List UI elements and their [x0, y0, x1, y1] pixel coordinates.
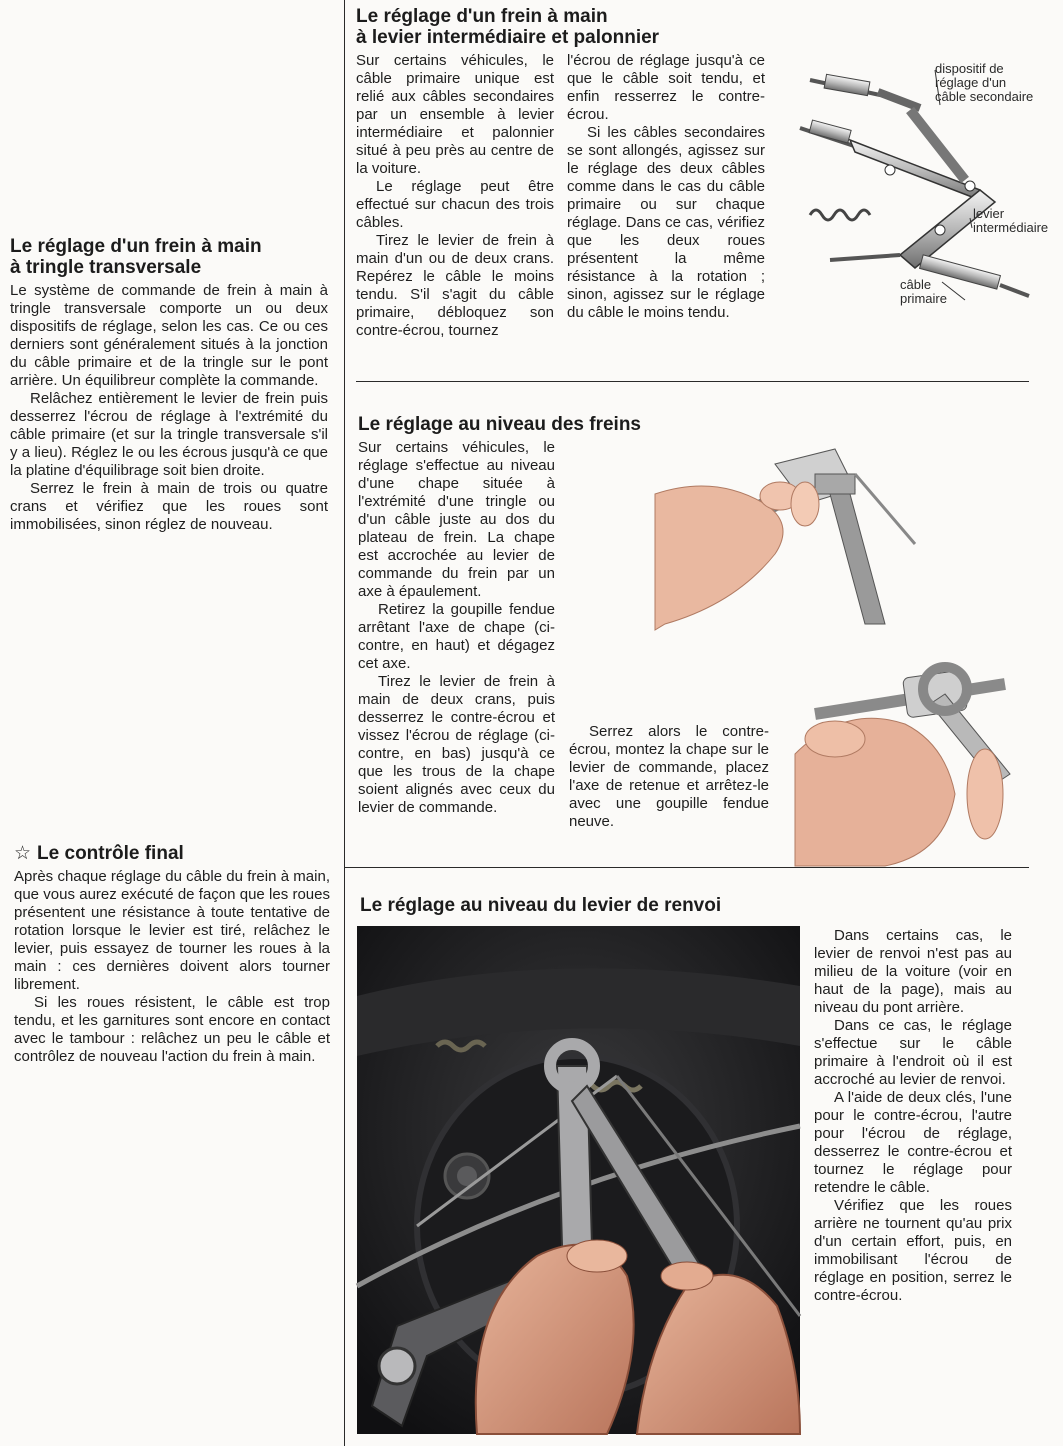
spring-drawing	[810, 210, 870, 220]
paragraph: Serrez le frein à main de trois ou quatre crans et vérifiez que les roues sont immobilisées, sinon réglez de nouveau.	[10, 480, 328, 533]
paragraph: Si les câbles secondaires se sont allongés, agissez sur le réglage des deux câbles comme dans le cas du câble primaire ou sur chaque réglage. Dans ce cas, vérifiez que les deux roues présentent la même résistance à la rotation ; sinon, agissez sur le réglage du câble le moins tendu.	[567, 124, 765, 321]
section-divider	[356, 381, 1029, 382]
paragraph: Retirez la goupille fendue arrêtant l'axe de chape (ci-contre, en haut) et dégagez cet axe.	[358, 601, 555, 672]
palonnier-col1	[356, 52, 554, 340]
paragraph: l'écrou de réglage jusqu'à ce que le câble soit tendu, et enfin resserrez le contre-écrou.	[567, 52, 765, 123]
label-cable-primaire: câble primaire	[900, 277, 947, 306]
label-levier: levier intermédiaire	[973, 206, 1049, 235]
section-body	[10, 282, 328, 534]
section-divider	[345, 867, 1029, 868]
paragraph: Dans ce cas, le réglage s'effectue sur le câble primaire à l'endroit où il est accroché au levier de renvoi.	[814, 1017, 1012, 1088]
star-icon: ☆	[14, 842, 32, 864]
upper-cable-adjuster	[810, 74, 920, 108]
section-title: Le réglage d'un frein à main à levier intermédiaire et palonnier	[356, 6, 660, 48]
paragraph: Le système de commande de frein à main à tringle transversale comporte un ou deux dispositifs de réglage, selon les cas. Ce ou ces derniers sont généralement situés à la jonction du câble primaire et de la tringle sur le pont arrière. Un équilibreur complète la commande.	[10, 282, 328, 389]
palonnier-col2	[567, 52, 765, 322]
paragraph: Tirez le levier de frein à main d'un ou de deux crans. Repérez le câble le moins tendu. S'il s'agit du câble primaire, débloquez son contre-écrou, tournez	[356, 232, 554, 339]
paragraph: Le réglage peut être effectué sur chacun des trois câbles.	[356, 178, 554, 231]
paragraph: Sur certains véhicules, le câble primaire unique est relié aux câbles secondaires par un ensemble à levier intermédiaire et palonnier situé à peu près au centre de la voiture.	[356, 52, 554, 177]
section-body	[14, 868, 330, 1066]
paragraph: Sur certains véhicules, le réglage s'effectue au niveau d'une chape située à l'extrémité d'une tringle ou d'un câble juste au dos du plateau de frein. La chape est accrochée au levier de commande du frein par un axe à épaulement.	[358, 439, 555, 600]
photo-adjust-nut	[795, 644, 1029, 866]
renvoi-body	[814, 927, 1012, 1305]
section-title: Le réglage au niveau du levier de renvoi	[360, 895, 722, 916]
palonnier-diagram	[790, 50, 1049, 320]
section-tringle	[10, 236, 328, 534]
section-title: ☆ Le contrôle final	[14, 842, 184, 864]
label-dispositif: dispositif de réglage d'un câble secondaire	[935, 61, 1034, 104]
paragraph: Serrez alors le contre-écrou, montez la chape sur le levier de commande, placez l'axe de retenue et arrêtez-le avec une goupille fendue neuve.	[569, 723, 769, 830]
section-palonnier	[356, 6, 776, 48]
section-renvoi	[360, 895, 790, 916]
photo-remove-pin	[655, 434, 1029, 630]
section-controle-final	[14, 843, 330, 1066]
section-title: Le réglage au niveau des freins	[358, 414, 641, 435]
freins-col2	[569, 723, 769, 831]
paragraph: Dans certains cas, le levier de renvoi n'est pas au milieu de la voiture (voir en haut de la page), mais au niveau du pont arrière.	[814, 927, 1012, 1016]
photo-levier-renvoi	[357, 926, 800, 1434]
paragraph: Après chaque réglage du câble du frein à main, que vous aurez exécuté de façon que les roues présentent une résistance à toute tentative de rotation lorsque le levier est tiré, relâchez le levier, puis essayez de tourner les roues à la main : ces dernières doivent alors tourner librement.	[14, 868, 330, 993]
section-freins	[358, 414, 778, 435]
section-title: Le réglage d'un frein à main à tringle transversale	[10, 236, 262, 278]
paragraph: Relâchez entièrement le levier de frein puis desserrez l'écrou de réglage à l'extrémité du câble primaire (et sur la tringle transversale s'il y a lieu). Réglez le ou les écrous jusqu'à ce que la platine d'équilibrage soit bien droite.	[10, 390, 328, 479]
paragraph: Vérifiez que les roues arrière ne tournent qu'au prix d'un certain effort, puis, en immobilisant l'écrou de réglage en position, serrez le contre-écrou.	[814, 1197, 1012, 1304]
paragraph: A l'aide de deux clés, l'une pour le contre-écrou, l'autre pour l'écrou de réglage, desserrez le contre-écrou et tournez le réglage pour retendre le câble.	[814, 1089, 1012, 1196]
paragraph: Si les roues résistent, le câble est trop tendu, et les garnitures sont encore en contact avec le tambour : relâchez un peu le câble et contrôlez de nouveau l'action du frein à main.	[14, 994, 330, 1065]
paragraph: Tirez le levier de frein à main de deux crans, puis desserrez le contre-écrou et vissez l'écrou de réglage (ci-contre, en bas) jusqu'à ce que les trous de la chape soient alignés avec ceux du levier de commande.	[358, 673, 555, 816]
column-divider	[344, 0, 345, 1446]
freins-col1	[358, 439, 555, 817]
